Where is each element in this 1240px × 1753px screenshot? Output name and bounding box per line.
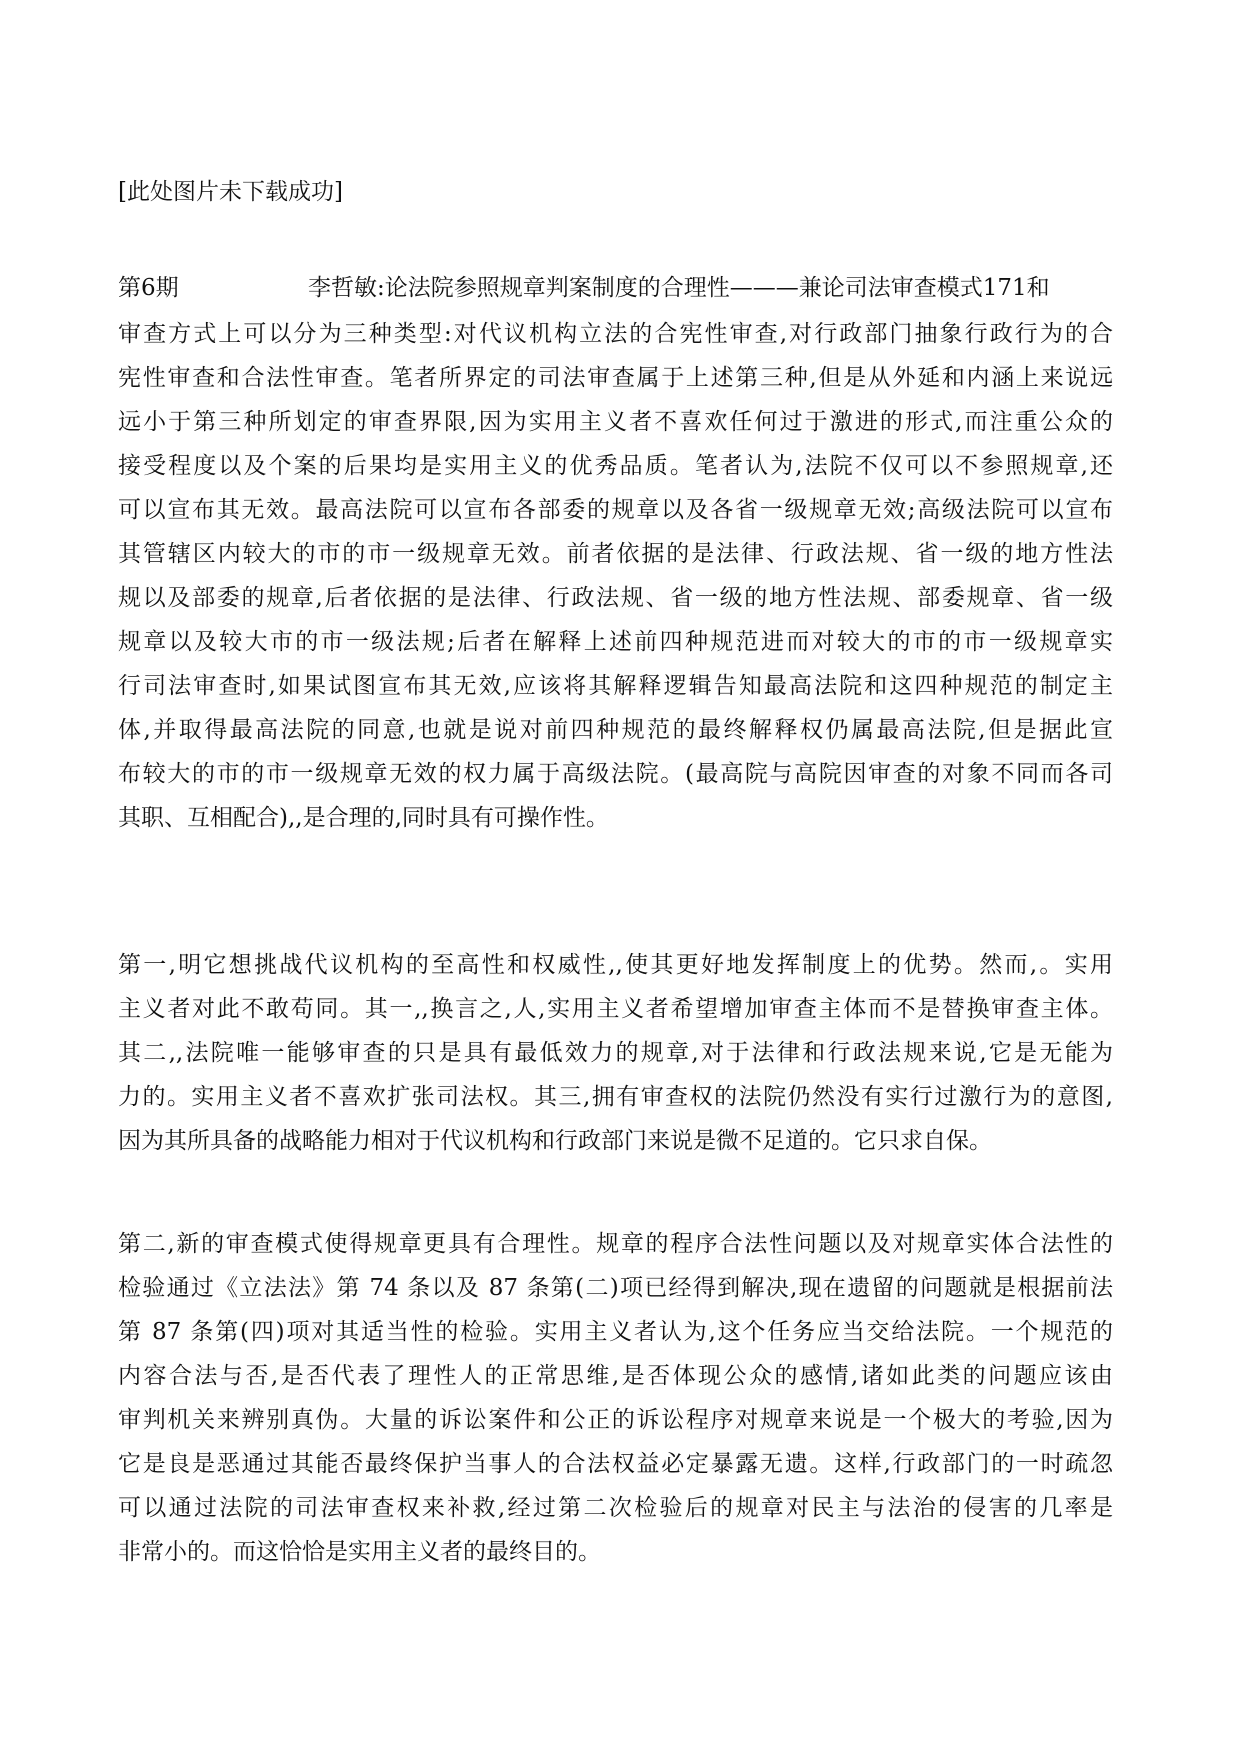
text-line: 规章以及较大市的市一级法规;后者在解释上述前四种规范进而对较大的市的市一级规章实	[118, 629, 1113, 655]
text-line: 规以及部委的规章,后者依据的是法律、行政法规、省一级的地方性法规、部委规章、省一级	[118, 585, 1113, 611]
text-line: 远小于第三种所划定的审查界限,因为实用主义者不喜欢任何过于激进的形式,而注重公众的	[118, 409, 1113, 435]
text-line: 它是良是恶通过其能否最终保护当事人的合法权益必定暴露无遗。这样,行政部门的一时疏忽	[118, 1451, 1113, 1477]
running-header	[118, 268, 1118, 308]
text-line: 非常小的。而这恰恰是实用主义者的最终目的。	[118, 1539, 601, 1565]
text-line: 接受程度以及个案的后果均是实用主义的优秀品质。笔者认为,法院不仅可以不参照规章,还	[118, 453, 1113, 479]
text-line: 行司法审查时,如果试图宣布其无效,应该将其解释逻辑告知最高法院和这四种规范的制定主	[118, 673, 1113, 699]
text-line: 宪性审查和合法性审查。笔者所界定的司法审查属于上述第三种,但是从外延和内涵上来说远	[118, 365, 1113, 391]
text-line: 其管辖区内较大的市的市一级规章无效。前者依据的是法律、行政法规、省一级的地方性法	[118, 541, 1113, 567]
text-line: 检验通过《立法法》第 74 条以及 87 条第(二)项已经得到解决,现在遗留的问题就是根据前法	[118, 1275, 1113, 1301]
article-title: 李哲敏:论法院参照规章判案制度的合理性———兼论司法审查模式171和	[308, 275, 1050, 301]
text-line: 审判机关来辨别真伪。大量的诉讼案件和公正的诉讼程序对规章来说是一个极大的考验,因为	[118, 1407, 1113, 1433]
image-placeholder-note: [此处图片未下载成功]	[118, 179, 343, 205]
paragraph-2	[118, 943, 1113, 1163]
text-line: 体,并取得最高法院的同意,也就是说对前四种规范的最终解释权仍属最高法院,但是据此宣	[118, 717, 1113, 743]
text-line: 主义者对此不敢苟同。其一,,换言之,人,实用主义者希望增加审查主体而不是替换审查主体。	[118, 996, 1113, 1022]
paragraph-1	[118, 312, 1113, 840]
text-line: 其二,,法院唯一能够审查的只是具有最低效力的规章,对于法律和行政法规来说,它是无能为	[118, 1040, 1113, 1066]
text-line: 力的。实用主义者不喜欢扩张司法权。其三,拥有审查权的法院仍然没有实行过激行为的意图,	[118, 1084, 1113, 1110]
issue-number: 第6期	[118, 275, 179, 301]
text-line: 第二,新的审查模式使得规章更具有合理性。规章的程序合法性问题以及对规章实体合法性的	[118, 1231, 1113, 1257]
text-line: 其职、互相配合),,是合理的,同时具有可操作性。	[118, 805, 609, 831]
text-line: 第 87 条第(四)项对其适当性的检验。实用主义者认为,这个任务应当交给法院。一个规范的	[118, 1319, 1113, 1345]
text-line: 可以通过法院的司法审查权来补救,经过第二次检验后的规章对民主与法治的侵害的几率是	[118, 1495, 1113, 1521]
text-line: 因为其所具备的战略能力相对于代议机构和行政部门来说是微不足道的。它只求自保。	[118, 1128, 992, 1154]
text-line: 审查方式上可以分为三种类型:对代议机构立法的合宪性审查,对行政部门抽象行政行为的合	[118, 321, 1113, 347]
paragraph-3	[118, 1222, 1113, 1574]
text-line: 第一,明它想挑战代议机构的至高性和权威性,,使其更好地发挥制度上的优势。然而,。实用	[118, 952, 1113, 978]
text-line: 内容合法与否,是否代表了理性人的正常思维,是否体现公众的感情,诸如此类的问题应该由	[118, 1363, 1113, 1389]
text-line: 可以宣布其无效。最高法院可以宣布各部委的规章以及各省一级规章无效;高级法院可以宣布	[118, 497, 1113, 523]
text-line: 布较大的市的市一级规章无效的权力属于高级法院。(最高院与高院因审查的对象不同而各司	[118, 761, 1113, 787]
